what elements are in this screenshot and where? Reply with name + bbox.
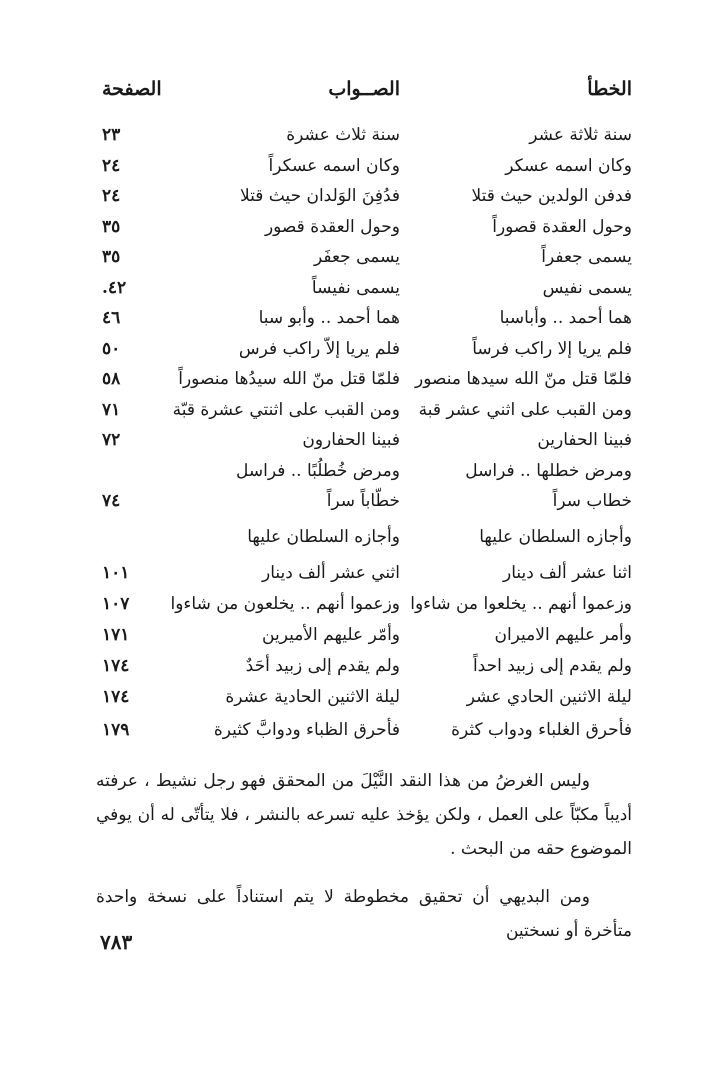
correct-cell: فبينا الحفارون	[302, 430, 400, 450]
page-cell: ٧٢	[102, 430, 121, 450]
page-cell: ٥٨	[102, 369, 121, 389]
page-cell: ٢٤	[102, 156, 121, 176]
error-cell: فلم يريا إلا راكب فرساً	[472, 339, 632, 359]
correct-cell: يسمى جعفَر	[314, 247, 400, 267]
body-paragraph: ومن البديهي أن تحقيق مخطوطة لا يتم استناداً على نسخة واحدة متأخرة أو نسختين	[96, 887, 632, 941]
error-cell: يسمى جعفراً	[541, 247, 632, 267]
error-cell: فأحرق الغلباء ودواب كثرة	[451, 720, 632, 740]
page-cell: ٥٠	[102, 339, 121, 359]
page-cell: ٤٦	[102, 308, 121, 328]
page-cell: ١٧٤	[102, 656, 130, 676]
table-row	[0, 308, 728, 338]
table-row	[0, 430, 728, 460]
correct-cell: وأمّر عليهم الأميرين	[262, 625, 400, 645]
error-cell: وزعموا أنهم .. يخلعوا من شاءوا	[410, 594, 632, 614]
correct-cell: ومرض خُطلُبًا .. فراسل	[235, 461, 400, 481]
table-row	[0, 125, 728, 155]
table-row	[0, 563, 728, 593]
page-cell: ٤٢.	[102, 278, 127, 298]
correct-cell: ومن القبب على اثنتي عشرة قبّة	[172, 400, 400, 420]
table-row	[0, 687, 728, 717]
error-cell: اثنا عشر ألف دينار	[503, 563, 632, 583]
table-row	[0, 625, 728, 655]
error-cell: ومن القبب على اثني عشر قبة	[418, 400, 632, 420]
correct-cell: ولم يقدم إلى زبيد أحَدٌ	[245, 656, 400, 676]
correct-cell: فأحرق الظباء ودوابَّ كثيرة	[213, 720, 400, 740]
correct-cell: اثني عشر ألف دينار	[262, 563, 400, 583]
page-cell: ٢٤	[102, 186, 121, 206]
body-paragraph: وليس الغرضُ من هذا النقد النَّيْلَ من المحقق فهو رجل نشيط ، عرفته أديباً مكبّاً على العمل ، ولكن يؤخذ عليه تسرعه بالنشر ، فلا يتأتّى له أن يوفي الموضوع حقه من البحث .	[96, 771, 632, 859]
table-row	[0, 656, 728, 686]
correct-cell: ليلة الاثنين الحادية عشرة	[225, 687, 400, 707]
page-cell: ٢٣	[102, 125, 121, 145]
error-cell: فبينا الحفارين	[537, 430, 632, 450]
page-cell: ١٠١	[102, 563, 130, 583]
table-row	[0, 156, 728, 186]
table-row	[0, 400, 728, 430]
table-row	[0, 217, 728, 247]
error-cell: هما أحمد .. وأباسبا	[499, 308, 632, 328]
page-cell: ٧١	[102, 400, 121, 420]
error-cell: فدفن الولدين حيث قتلا	[471, 186, 632, 206]
header-correct: الصــواب	[328, 78, 400, 100]
error-cell: وكان اسمه عسكر	[505, 156, 632, 176]
table-row	[0, 491, 728, 521]
error-cell: ليلة الاثنين الحادي عشر	[466, 687, 632, 707]
table-row	[0, 369, 728, 399]
page-cell: ٧٤	[102, 491, 121, 511]
table-row	[0, 461, 728, 491]
error-cell: سنة ثلاثة عشر	[529, 125, 632, 145]
error-cell: ولم يقدم إلى زبيد احداً	[472, 656, 632, 676]
correct-cell: وكان اسمه عسكراً	[268, 156, 400, 176]
page-cell: ١٧٩	[102, 720, 130, 740]
error-cell: فلمّا قتل منّ الله سيدها منصور	[414, 369, 632, 389]
correct-cell: فلمّا قتل منّ الله سيدُها منصوراً	[178, 369, 400, 389]
correct-cell: وأجازه السلطان عليها	[247, 527, 400, 547]
page-number: ٧٨٣	[100, 930, 133, 954]
table-row	[0, 278, 728, 308]
error-cell: وأمر عليهم الاميران	[494, 625, 632, 645]
error-cell: يسمى نفيس	[542, 278, 632, 298]
correct-cell: فدُفِنَ الوَلدان حيث قتلا	[239, 186, 400, 206]
table-row	[0, 720, 728, 750]
table-row	[0, 339, 728, 369]
table-row	[0, 527, 728, 557]
correct-cell: فلم يريا إلاّ راكب فرس	[238, 339, 400, 359]
page-cell: ١٠٧	[102, 594, 130, 614]
header-page: الصفحة	[102, 78, 162, 100]
table-row	[0, 594, 728, 624]
error-cell: خطاب سراً	[552, 491, 632, 511]
header-error: الخطأ	[587, 78, 632, 100]
page-cell: ٣٥	[102, 247, 121, 267]
error-cell: وأجازه السلطان عليها	[479, 527, 632, 547]
correct-cell: هما أحمد .. وأبو سبا	[258, 308, 400, 328]
correct-cell: يسمى نفيساً	[311, 278, 400, 298]
table-row	[0, 247, 728, 277]
table-row	[0, 186, 728, 216]
correct-cell: وحول العقدة قصور	[264, 217, 400, 237]
error-cell: ومرض خطلها .. فراسل	[465, 461, 632, 481]
page-cell: ١٧١	[102, 625, 130, 645]
error-cell: وحول العقدة قصوراً	[492, 217, 632, 237]
correct-cell: خطّاباً سراً	[326, 491, 400, 511]
correct-cell: وزعموا أنهم .. يخلعون من شاءوا	[170, 594, 400, 614]
correct-cell: سنة ثلاث عشرة	[286, 125, 400, 145]
page-cell: ١٧٤	[102, 687, 130, 707]
page-cell: ٣٥	[102, 217, 121, 237]
